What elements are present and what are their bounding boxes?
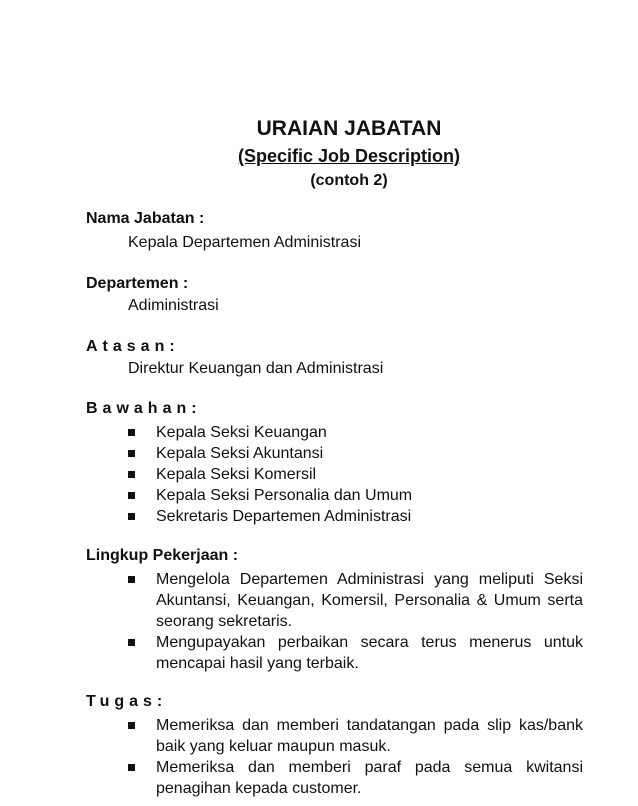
departemen-label: Departemen : <box>86 275 189 292</box>
bawahan-list <box>128 422 583 527</box>
nama-jabatan-label: Nama Jabatan : <box>86 210 205 227</box>
tugas-label: Tugas: <box>86 693 168 710</box>
document-title: URAIAN JABATAN <box>256 117 442 140</box>
list-item: Kepala Seksi Akuntansi <box>128 443 583 464</box>
bawahan-label: Bawahan: <box>86 400 202 417</box>
lingkup-pekerjaan-list <box>128 569 583 674</box>
lingkup-pekerjaan-label: Lingkup Pekerjaan : <box>86 547 239 564</box>
list-item: Memeriksa dan memberi paraf pada semua kwitansi penagihan kepada customer. <box>128 757 583 799</box>
departemen-value: Adiministrasi <box>128 297 219 314</box>
document-subtitle: (Specific Job Description) <box>237 146 461 166</box>
tugas-list <box>128 715 583 799</box>
list-item: Mengupayakan perbaikan secara terus menerus untuk mencapai hasil yang terbaik. <box>128 632 583 674</box>
list-item: Memeriksa dan memberi tandatangan pada slip kas/bank baik yang keluar maupun masuk. <box>128 715 583 757</box>
atasan-value: Direktur Keuangan dan Administrasi <box>128 360 384 377</box>
list-item: Kepala Seksi Keuangan <box>128 422 583 443</box>
nama-jabatan-value: Kepala Departemen Administrasi <box>128 234 362 251</box>
list-item: Mengelola Departemen Administrasi yang meliputi Seksi Akuntansi, Keuangan, Komersil, Personalia & Umum serta seorang sekretaris. <box>128 569 583 632</box>
list-item: Kepala Seksi Komersil <box>128 464 583 485</box>
example-note: (contoh 2) <box>310 172 388 189</box>
list-item: Kepala Seksi Personalia dan Umum <box>128 485 583 506</box>
list-item: Sekretaris Departemen Administrasi <box>128 506 583 527</box>
atasan-label: Atasan: <box>86 338 180 355</box>
